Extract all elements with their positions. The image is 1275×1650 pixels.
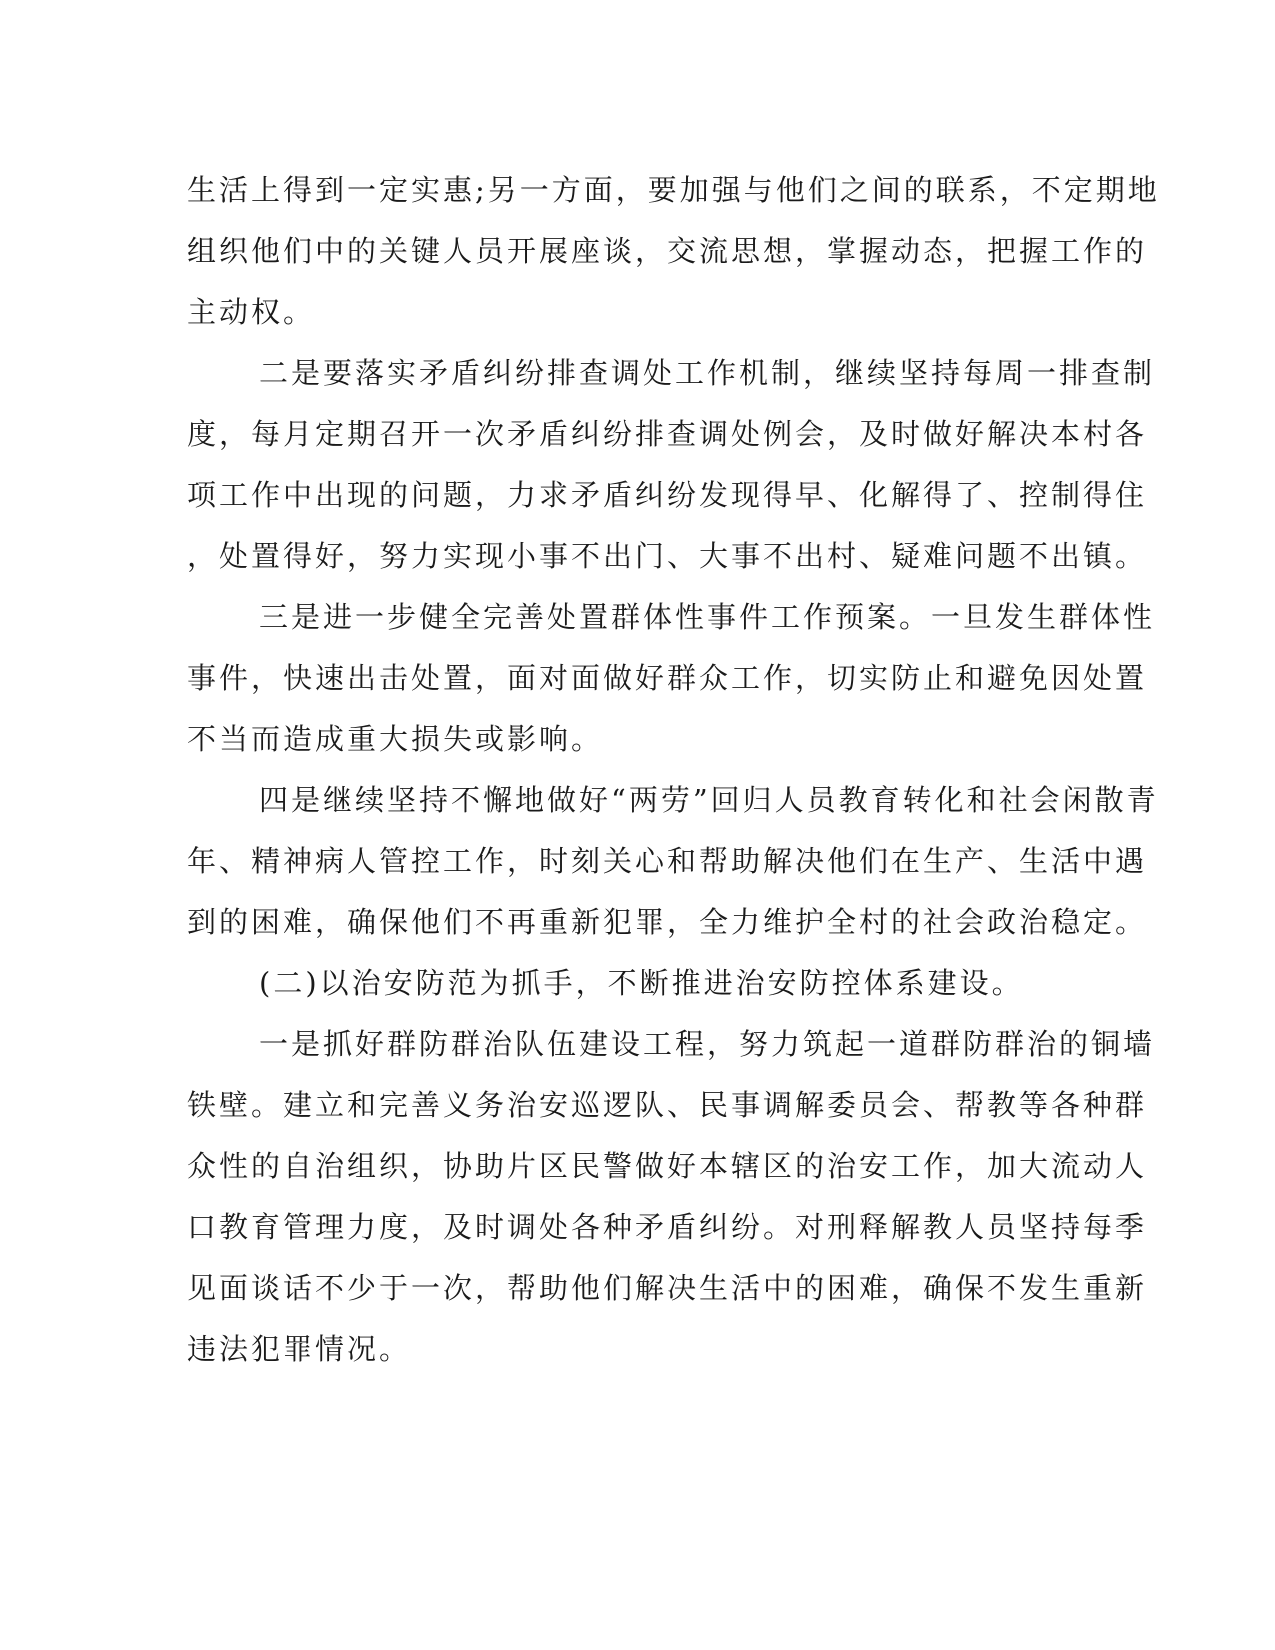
text-line: ，处置得好，努力实现小事不出门、大事不出村、疑难问题不出镇。 bbox=[187, 539, 1148, 573]
text-line: 度，每月定期召开一次矛盾纠纷排查调处例会，及时做好解决本村各 bbox=[187, 417, 1148, 451]
text-line: 事件，快速出击处置，面对面做好群众工作，切实防止和避免因处置 bbox=[187, 661, 1148, 695]
text-line: 到的困难，确保他们不再重新犯罪，全力维护全村的社会政治稳定。 bbox=[187, 905, 1148, 939]
text-line: 主动权。 bbox=[187, 295, 316, 329]
text-line: 违法犯罪情况。 bbox=[187, 1332, 412, 1366]
text-line: 生活上得到一定实惠;另一方面，要加强与他们之间的联系，不定期地 bbox=[187, 173, 1160, 207]
paragraph-first-line: 一是抓好群防群治队伍建设工程，努力筑起一道群防群治的铜墙 bbox=[259, 1027, 1156, 1061]
paragraph-first-line: 四是继续坚持不懈地做好“两劳”回归人员教育转化和社会闲散青 bbox=[259, 783, 1159, 817]
paragraph-first-line: (二)以治安防范为抓手，不断推进治安防控体系建设。 bbox=[259, 966, 1024, 1000]
text-line: 项工作中出现的问题，力求矛盾纠纷发现得早、化解得了、控制得住 bbox=[187, 478, 1148, 512]
text-line: 口教育管理力度，及时调处各种矛盾纠纷。对刑释解教人员坚持每季 bbox=[187, 1210, 1148, 1244]
text-line: 见面谈话不少于一次，帮助他们解决生活中的困难，确保不发生重新 bbox=[187, 1271, 1148, 1305]
text-line: 年、精神病人管控工作，时刻关心和帮助解决他们在生产、生活中遇 bbox=[187, 844, 1148, 878]
body-text bbox=[187, 160, 1160, 1380]
text-line: 众性的自治组织，协助片区民警做好本辖区的治安工作，加大流动人 bbox=[187, 1149, 1148, 1183]
text-line: 铁壁。建立和完善义务治安巡逻队、民事调解委员会、帮教等各种群 bbox=[187, 1088, 1148, 1122]
paragraph-first-line: 三是进一步健全完善处置群体性事件工作预案。一旦发生群体性 bbox=[259, 600, 1156, 634]
text-line: 不当而造成重大损失或影响。 bbox=[187, 722, 604, 756]
paragraph-first-line: 二是要落实矛盾纠纷排查调处工作机制，继续坚持每周一排查制 bbox=[259, 356, 1156, 390]
text-line: 组织他们中的关键人员开展座谈，交流思想，掌握动态，把握工作的 bbox=[187, 234, 1148, 268]
